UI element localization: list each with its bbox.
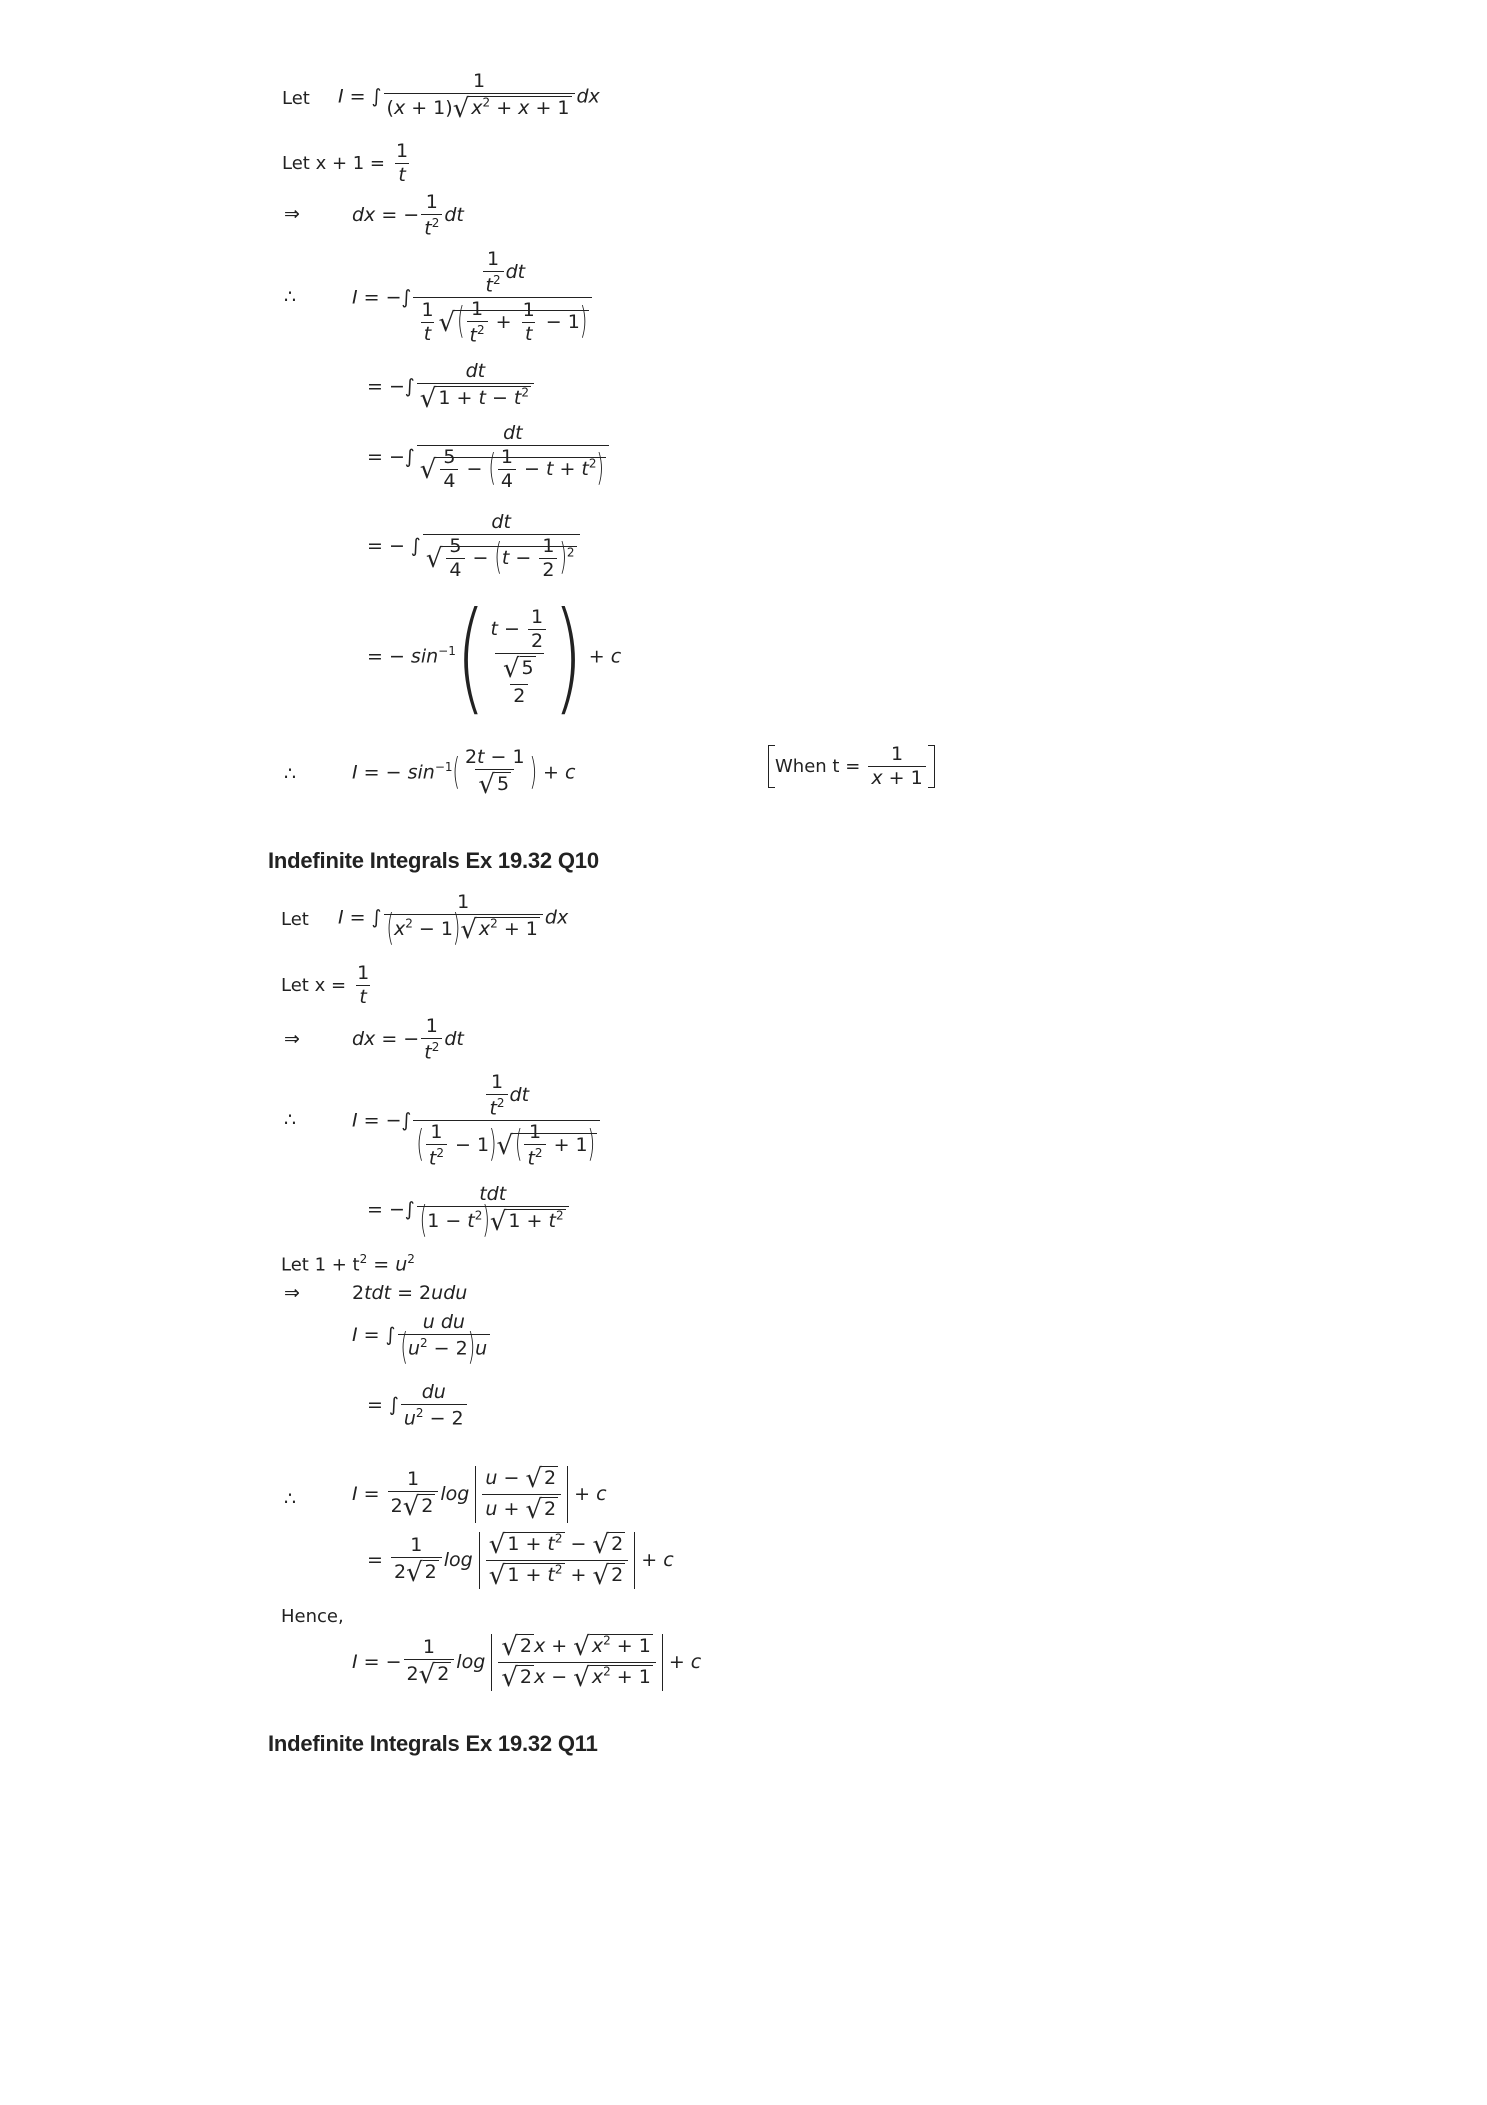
integral-step-9: = ∫ $\frac{du}{u^2 - 2}$ — [367, 1383, 469, 1428]
implies-symbol-3: ⇒ — [284, 1282, 300, 1304]
heading-q11: Indefinite Integrals Ex 19.32 Q11 — [268, 1731, 598, 1756]
implies-symbol-2: ⇒ — [284, 1028, 300, 1050]
integral-step-4: = − ∫ dt √ $\frac{5}{4}$ − (t − $\frac{1}{2}$ )$^2$ — [367, 513, 582, 580]
heading-q10: Indefinite Integrals Ex 19.32 Q10 — [268, 848, 599, 873]
integral-definition-2: I = ∫ $\frac{1}{(x^2 - 1)√ x^2 + 1}$ dx — [338, 891, 569, 950]
substitution-2: Let x = $\frac{1}{t}$ — [281, 962, 370, 1008]
condition-box: When t = $\frac{1}{x + 1}$ — [768, 745, 935, 788]
therefore-symbol-3: ∴ — [284, 1109, 297, 1131]
dx-expression-1: dx = − $\frac{1}{t^2}$ dt — [352, 191, 464, 240]
integral-step-1: I = −∫ $\frac{1}{t^2}$ dt $\frac{1}{t}$ √ ( $\frac{1}{t^2}$ + $\frac{1}{t}$ − 1) — [352, 250, 594, 346]
integral-step-2: = −∫ $\frac{dt}{√ 1 + t - t^2}$ — [367, 362, 536, 412]
substitution-3: Let $1 + t^2 = u^2$ — [281, 1252, 415, 1276]
when-t-label: When t = — [775, 756, 861, 777]
dx-expression-2: dx = − $\frac{1}{t^2}$ dt — [352, 1015, 464, 1064]
hence-label: Hence, — [281, 1606, 344, 1627]
integral-step-10: I = $\frac{1}{2√ 2}$ log $\frac{u - √ 2}{u + √ 2}$ + c — [352, 1464, 607, 1525]
integral-definition-1: I = ∫ $\frac{1}{(x + 1)√ x^2 + x + 1}$ dx — [338, 70, 600, 124]
final-result-q10: I = − $\frac{1}{2√ 2}$ log $\frac{√ 2 x + √ x^2 + 1}{√ 2 x - √ x^2 + 1}$ + c — [352, 1632, 702, 1693]
let-1-t2-label: Let 1 + t — [281, 1254, 360, 1276]
let-x-plus-1-label: Let x + 1 = — [282, 153, 385, 174]
result-1: I = − $\sin^{-1}$( $\frac{2t - 1}{√ 5}$ ) + c — [352, 746, 576, 800]
integral-step-6: I = −∫ $\frac{1}{t^2}$ dt ( $\frac{1}{t^2}$ − 1)√ ( $\frac{1}{t^2}$ + 1) — [352, 1073, 602, 1169]
differential-relation: 2tdt = 2udu — [352, 1282, 468, 1304]
therefore-symbol-1: ∴ — [284, 286, 297, 308]
let-label-1: Let — [282, 88, 310, 109]
integral-step-8: I = ∫ $\frac{\text{u du}}{(u^2 - 2)u}$ — [352, 1313, 492, 1358]
integral-step-7: = −∫ $\frac{\text{tdt}}{(1 - t^2)√ 1 + t^2}$ — [367, 1185, 571, 1235]
therefore-symbol-4: ∴ — [284, 1488, 297, 1510]
let-label-2: Let — [281, 909, 309, 930]
therefore-symbol-2: ∴ — [284, 763, 297, 785]
integral-step-5: = − $\sin^{-1}$( t − $\frac{1}{2}$ $\frac{√ 5}{2}$ ) + c — [367, 585, 622, 728]
substitution-1: Let x + 1 = $\frac{1}{t}$ — [282, 140, 409, 186]
integral-step-3: = −∫ dt √ $\frac{5}{4}$ − ( $\frac{1}{4}$ − $t + t^2$) — [367, 424, 611, 491]
integral-step-11: = $\frac{1}{2√ 2}$ log $\frac{√ 1 + t^2 - √ 2}{√ 1 + t^2 + √ 2}$ + c — [367, 1530, 674, 1591]
let-x-label: Let x = — [281, 975, 347, 996]
implies-symbol-1: ⇒ — [284, 203, 300, 225]
